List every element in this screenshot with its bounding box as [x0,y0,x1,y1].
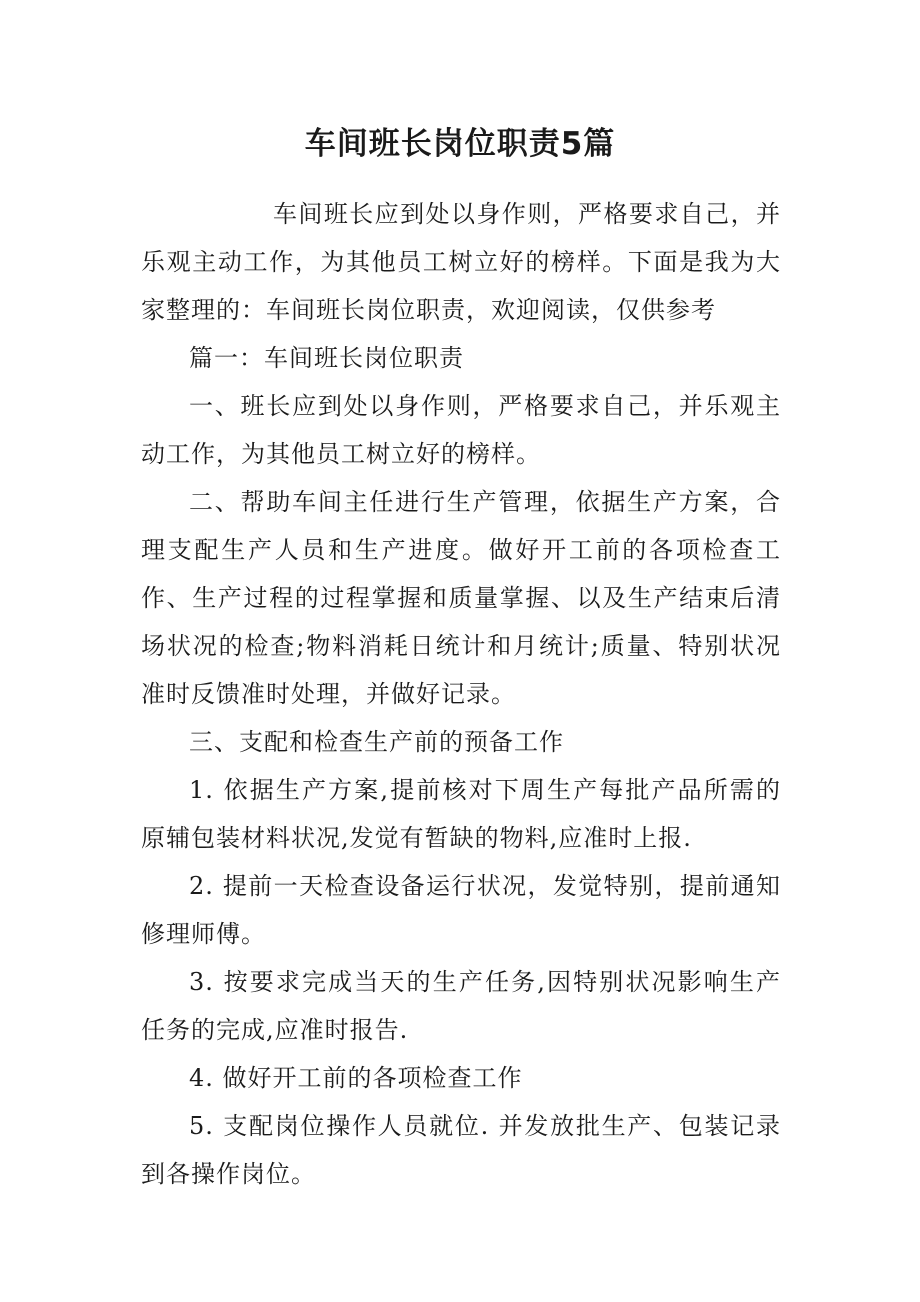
intro-paragraph: 车间班长应到处以身作则，严格要求自己，并乐观主动工作，为其他员工树立好的榜样。下面是我为大家整理的：车间班长岗位职责，欢迎阅读，仅供参考 [141,200,781,324]
section-heading: 篇一：车间班长岗位职责 [189,344,464,372]
paragraph: 三、支配和检查生产前的预备工作 [189,728,564,756]
document-title: 车间班长岗位职责5篇 [304,126,616,162]
list-item: 1. 依据生产方案,提前核对下周生产每批产品所需的原辅包装材料状况,发觉有暂缺的物料,应准时上报. [141,776,781,852]
list-item: 4. 做好开工前的各项检查工作 [189,1064,523,1092]
list-item: 5. 支配岗位操作人员就位. 并发放批生产、包装记录到各操作岗位。 [141,1112,781,1188]
list-item: 3. 按要求完成当天的生产任务,因特别状况影响生产任务的完成,应准时报告. [141,968,781,1044]
list-item: 2. 提前一天检查设备运行状况，发觉特别，提前通知修理师傅。 [141,872,781,948]
paragraph: 一、班长应到处以身作则，严格要求自己，并乐观主动工作，为其他员工树立好的榜样。 [141,392,781,468]
paragraph: 二、帮助车间主任进行生产管理，依据生产方案，合理支配生产人员和生产进度。做好开工前的各项检查工作、生产过程的过程掌握和质量掌握、以及生产结束后清场状况的检查;物料消耗日统计和月统计;质量、特别状况准时反馈准时处理，并做好记录。 [141,488,781,708]
document-body [141,190,781,1198]
